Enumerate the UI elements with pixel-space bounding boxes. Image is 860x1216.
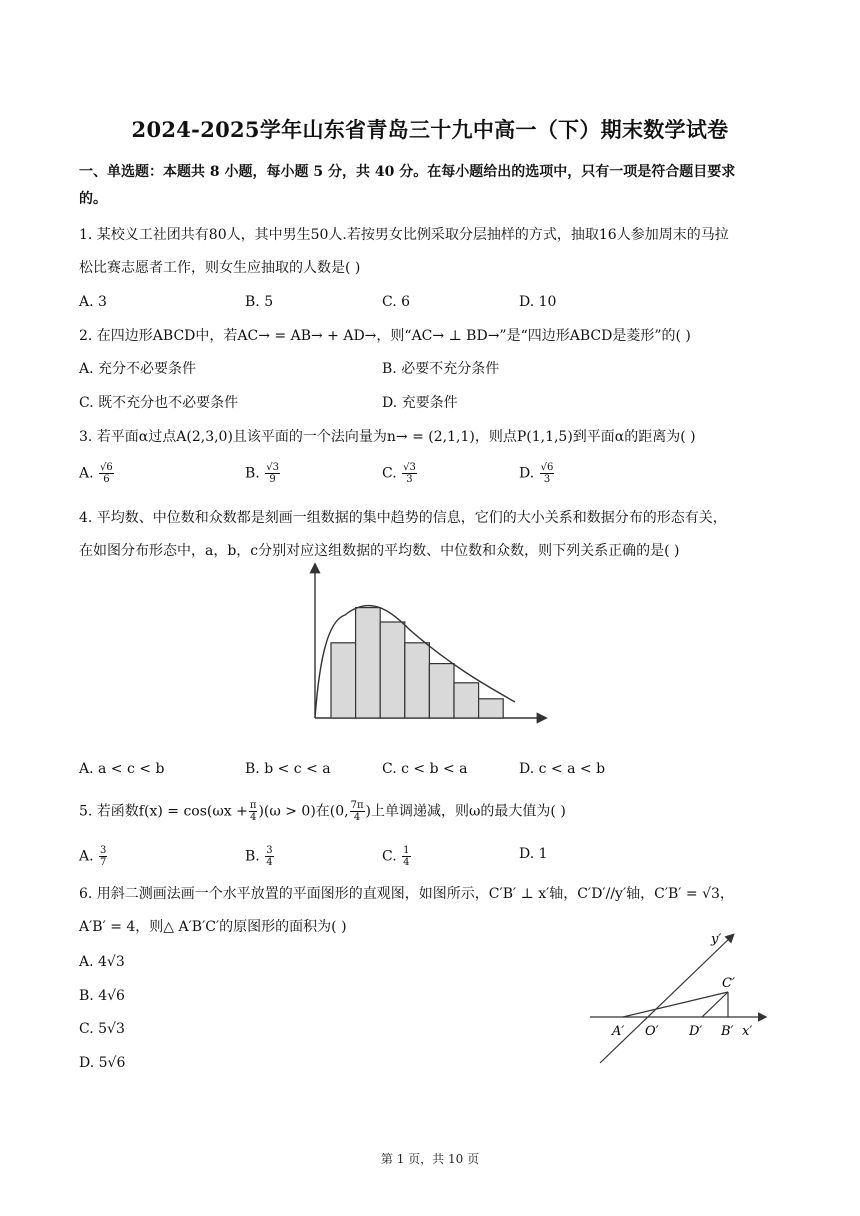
q2-stem: 2. 在四边形ABCD中，若AC→ = AB→ + AD→，则“AC→ ⊥ BD→”是“四边形ABCD是菱形”的( ) [79, 328, 691, 344]
segment-ac [623, 992, 728, 1017]
q5-option-d: D. 1 [519, 846, 548, 862]
q6-option-a: A. 4√3 [79, 954, 125, 970]
page-title: 2024-2025学年山东省青岛三十九中高一（下）期末数学试卷 [131, 117, 729, 142]
page-footer: 第 1 页，共 10 页 [380, 1152, 480, 1166]
histogram-bar [380, 622, 405, 718]
q2-option-c: C. 既不充分也不必要条件 [79, 395, 239, 411]
label-b-prime: B′ [721, 1024, 734, 1039]
q3-stem: 3. 若平面α过点A(2,3,0)且该平面的一个法向量为n→ = (2,1,1)，则点P(1,1,5)到平面α的距离为( ) [79, 429, 696, 445]
q3-option-c: C. $\frac{√3}{3}$ [382, 462, 416, 485]
q6-option-c: C. 5√3 [79, 1021, 125, 1037]
q4-option-d: D. c < a < b [519, 761, 606, 777]
q4-option-a: A. a < c < b [79, 761, 165, 777]
segment-cd [702, 992, 728, 1017]
q1-option-b: B. 5 [245, 294, 274, 310]
histogram-bar [454, 683, 479, 718]
histogram-bar [331, 643, 356, 718]
q5-option-b: B. $\frac{3}{4}$ [245, 845, 273, 868]
q5-option-a: A. $\frac{3}{7}$ [79, 845, 107, 868]
histogram-bar [479, 699, 504, 718]
q6-option-d: D. 5√6 [79, 1055, 126, 1071]
section-heading-cont: 的。 [79, 191, 107, 207]
label-o-prime: O′ [645, 1024, 659, 1039]
q3-option-a: A. $\frac{√6}{6}$ [79, 462, 113, 485]
histogram-bar [429, 664, 454, 718]
label-c-prime: C′ [722, 976, 735, 991]
label-y-prime: y′ [711, 932, 722, 947]
q6-stem: 6. 用斜二测画法画一个水平放置的平面图形的直观图，如图所示，C′B′ ⊥ x′轴，C′D′//y′轴，C′B′ = √3， [79, 886, 734, 902]
label-d-prime: D′ [689, 1024, 703, 1039]
q3-option-b: B. $\frac{√3}{9}$ [245, 462, 279, 485]
q1-stem-cont: 松比赛志愿者工作，则女生应抽取的人数是( ) [79, 260, 361, 276]
q4-stem: 4. 平均数、中位数和众数都是刻画一组数据的集中趋势的信息，它们的大小关系和数据分布的形态有关， [79, 510, 727, 526]
q3-option-d: D. $\frac{√6}{3}$ [519, 462, 554, 485]
q2-option-a: A. 充分不必要条件 [79, 361, 197, 377]
q1-option-a: A. 3 [79, 294, 107, 310]
q6-oblique-figure [585, 925, 785, 1070]
q1-option-c: C. 6 [382, 294, 411, 310]
label-x-prime: x′ [742, 1024, 753, 1039]
q1-stem: 1. 某校义工社团共有80人，其中男生50人.若按男女比例采取分层抽样的方式，抽取16人参加周末的马拉 [79, 227, 729, 243]
q6-stem-cont: A′B′ = 4，则△ A′B′C′的原图形的面积为( ) [79, 919, 347, 935]
q4-histogram-figure [300, 560, 550, 730]
q4-option-c: C. c < b < a [382, 761, 468, 777]
histogram-bar [405, 643, 430, 718]
section-heading: 一、单选题：本题共 8 小题，每小题 5 分，共 40 分。在每小题给出的选项中，只有一项是符合题目要求 [79, 164, 736, 180]
q4-stem-cont: 在如图分布形态中，a，b，c分别对应这组数据的平均数、中位数和众数，则下列关系正确的是( ) [79, 543, 680, 559]
q5-option-c: C. $\frac{1}{4}$ [382, 845, 410, 868]
y-prime-axis [600, 935, 733, 1063]
q6-option-b: B. 4√6 [79, 988, 125, 1004]
label-a-prime: A′ [612, 1024, 625, 1039]
q1-option-d: D. 10 [519, 294, 557, 310]
q2-option-b: B. 必要不充分条件 [382, 361, 500, 377]
q5-stem: 5. 若函数f(x) = cos(ωx + $\frac{\pi}{4}$ )(ω > 0)在(0, $\frac{7\pi}{4}$ )上单调递减，则ω的最大值为( ) [79, 800, 566, 823]
q2-option-d: D. 充要条件 [382, 395, 458, 411]
histogram-bar [356, 608, 381, 718]
q4-option-b: B. b < c < a [245, 761, 331, 777]
